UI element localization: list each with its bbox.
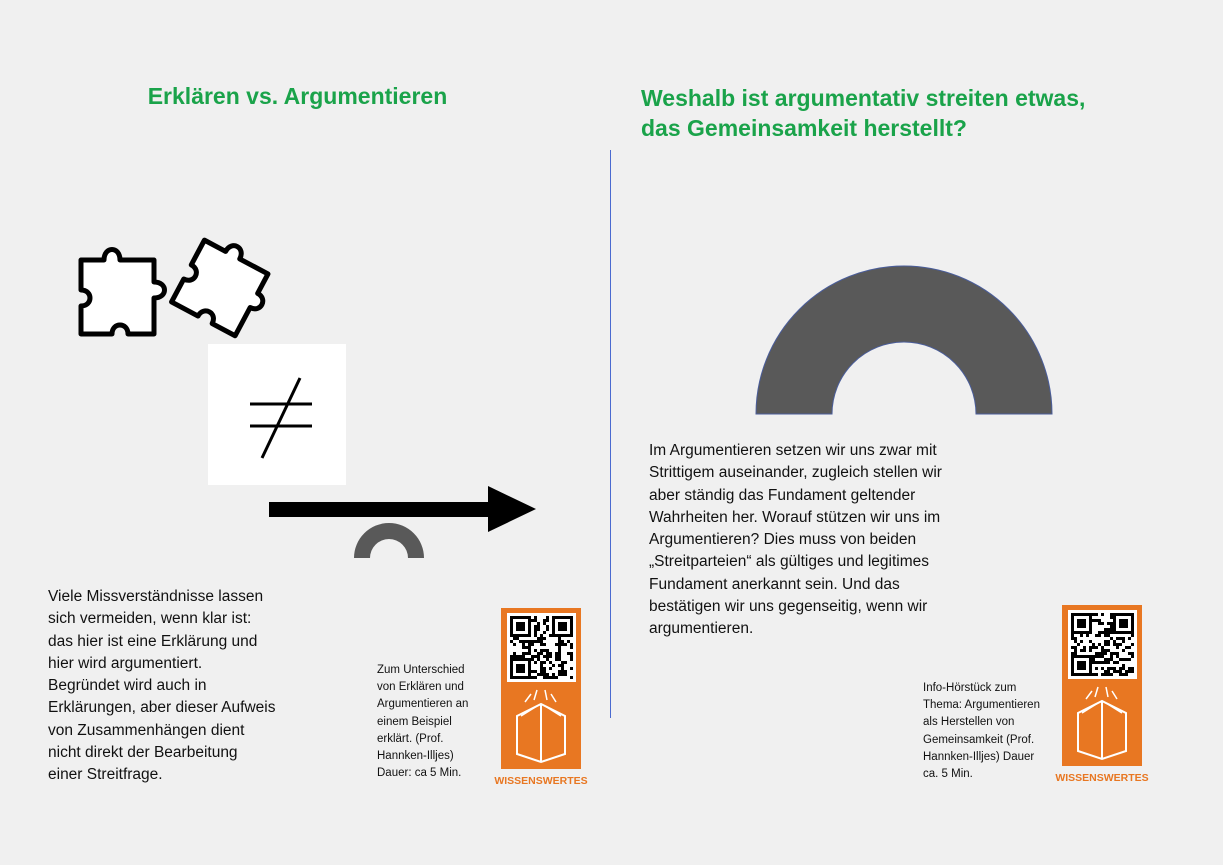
text-line: Wahrheiten her. Worauf stützen wir uns im: [649, 508, 941, 526]
text-line: einer Streitfrage.: [48, 766, 163, 784]
caption-line: als Herstellen von: [923, 716, 1015, 729]
text-line: Im Argumentieren setzen wir uns zwar mit: [649, 442, 937, 459]
text-line: hier wird argumentiert.: [48, 654, 203, 672]
puzzle-piece-icon: [168, 238, 276, 338]
text-line: Fundament anerkannt sein. Und das: [649, 575, 900, 593]
text-line: nicht direkt der Bearbeitung: [48, 744, 238, 762]
text-line: argumentieren.: [649, 620, 754, 638]
card-label: WISSENSWERTES: [1055, 772, 1149, 784]
card-label: WISSENSWERTES: [494, 775, 588, 787]
text-line: von Zusammenhängen dient: [48, 721, 245, 739]
caption-line: Info-Hörstück zum: [923, 682, 1017, 694]
not-equal-box: [208, 344, 346, 485]
text-line: aber ständig das Fundament geltender: [649, 486, 916, 504]
text-line: Begründet wird auch in: [48, 677, 207, 695]
left-title: Erklären vs. Argumentieren: [147, 83, 448, 109]
right-caption: [923, 680, 1040, 783]
text-line: sich vermeiden, wenn klar ist:: [48, 610, 252, 628]
caption-line: ca. 5 Min.: [923, 768, 973, 781]
arch-icon: [754, 261, 1054, 416]
text-line: Erklärungen, aber dieser Aufweis: [48, 699, 276, 717]
column-divider: [610, 150, 611, 718]
qr-code-icon[interactable]: [1068, 610, 1137, 679]
left-caption: [377, 662, 468, 782]
caption-line: Hannken-Illjes) Dauer: [923, 750, 1035, 763]
caption-line: Argumentieren an: [377, 698, 469, 711]
not-equal-icon: [208, 344, 346, 485]
caption-line: Thema: Argumentieren: [923, 699, 1040, 712]
caption-line: einem Beispiel: [377, 715, 452, 728]
caption-line: Gemeinsamkeit (Prof.: [923, 733, 1035, 746]
puzzle-piece-icon: [78, 242, 158, 338]
text-line: bestätigen wir uns gegenseitig, wenn wir: [649, 598, 928, 616]
qr-card-left[interactable]: [494, 608, 588, 787]
title-line: Weshalb ist argumentativ streiten etwas,: [641, 85, 1086, 111]
text-line: Strittigem auseinander, zugleich stellen wir: [649, 464, 942, 482]
text-line: Viele Missverständnisse lassen: [48, 588, 264, 605]
left-body-text: [48, 586, 275, 787]
title-line: das Gemeinsamkeit herstellt?: [641, 115, 967, 141]
caption-line: von Erklären und: [377, 681, 464, 694]
qr-card-right[interactable]: [1055, 605, 1149, 784]
text-line: das hier ist eine Erklärung und: [48, 632, 258, 650]
caption-line: erklärt. (Prof.: [377, 732, 444, 745]
caption-line: Dauer: ca 5 Min.: [377, 767, 462, 780]
caption-line: Hannken-Illjes): [377, 750, 454, 763]
text-line: Argumentieren? Dies muss von beiden: [649, 531, 917, 549]
caption-line: Zum Unterschied: [377, 664, 465, 676]
qr-code-icon[interactable]: [507, 613, 576, 682]
right-body-text: [649, 440, 942, 641]
arch-icon: [352, 516, 426, 560]
text-line: „Streitparteien“ als gültiges und legitimes: [649, 553, 929, 571]
right-title: [641, 83, 1201, 143]
